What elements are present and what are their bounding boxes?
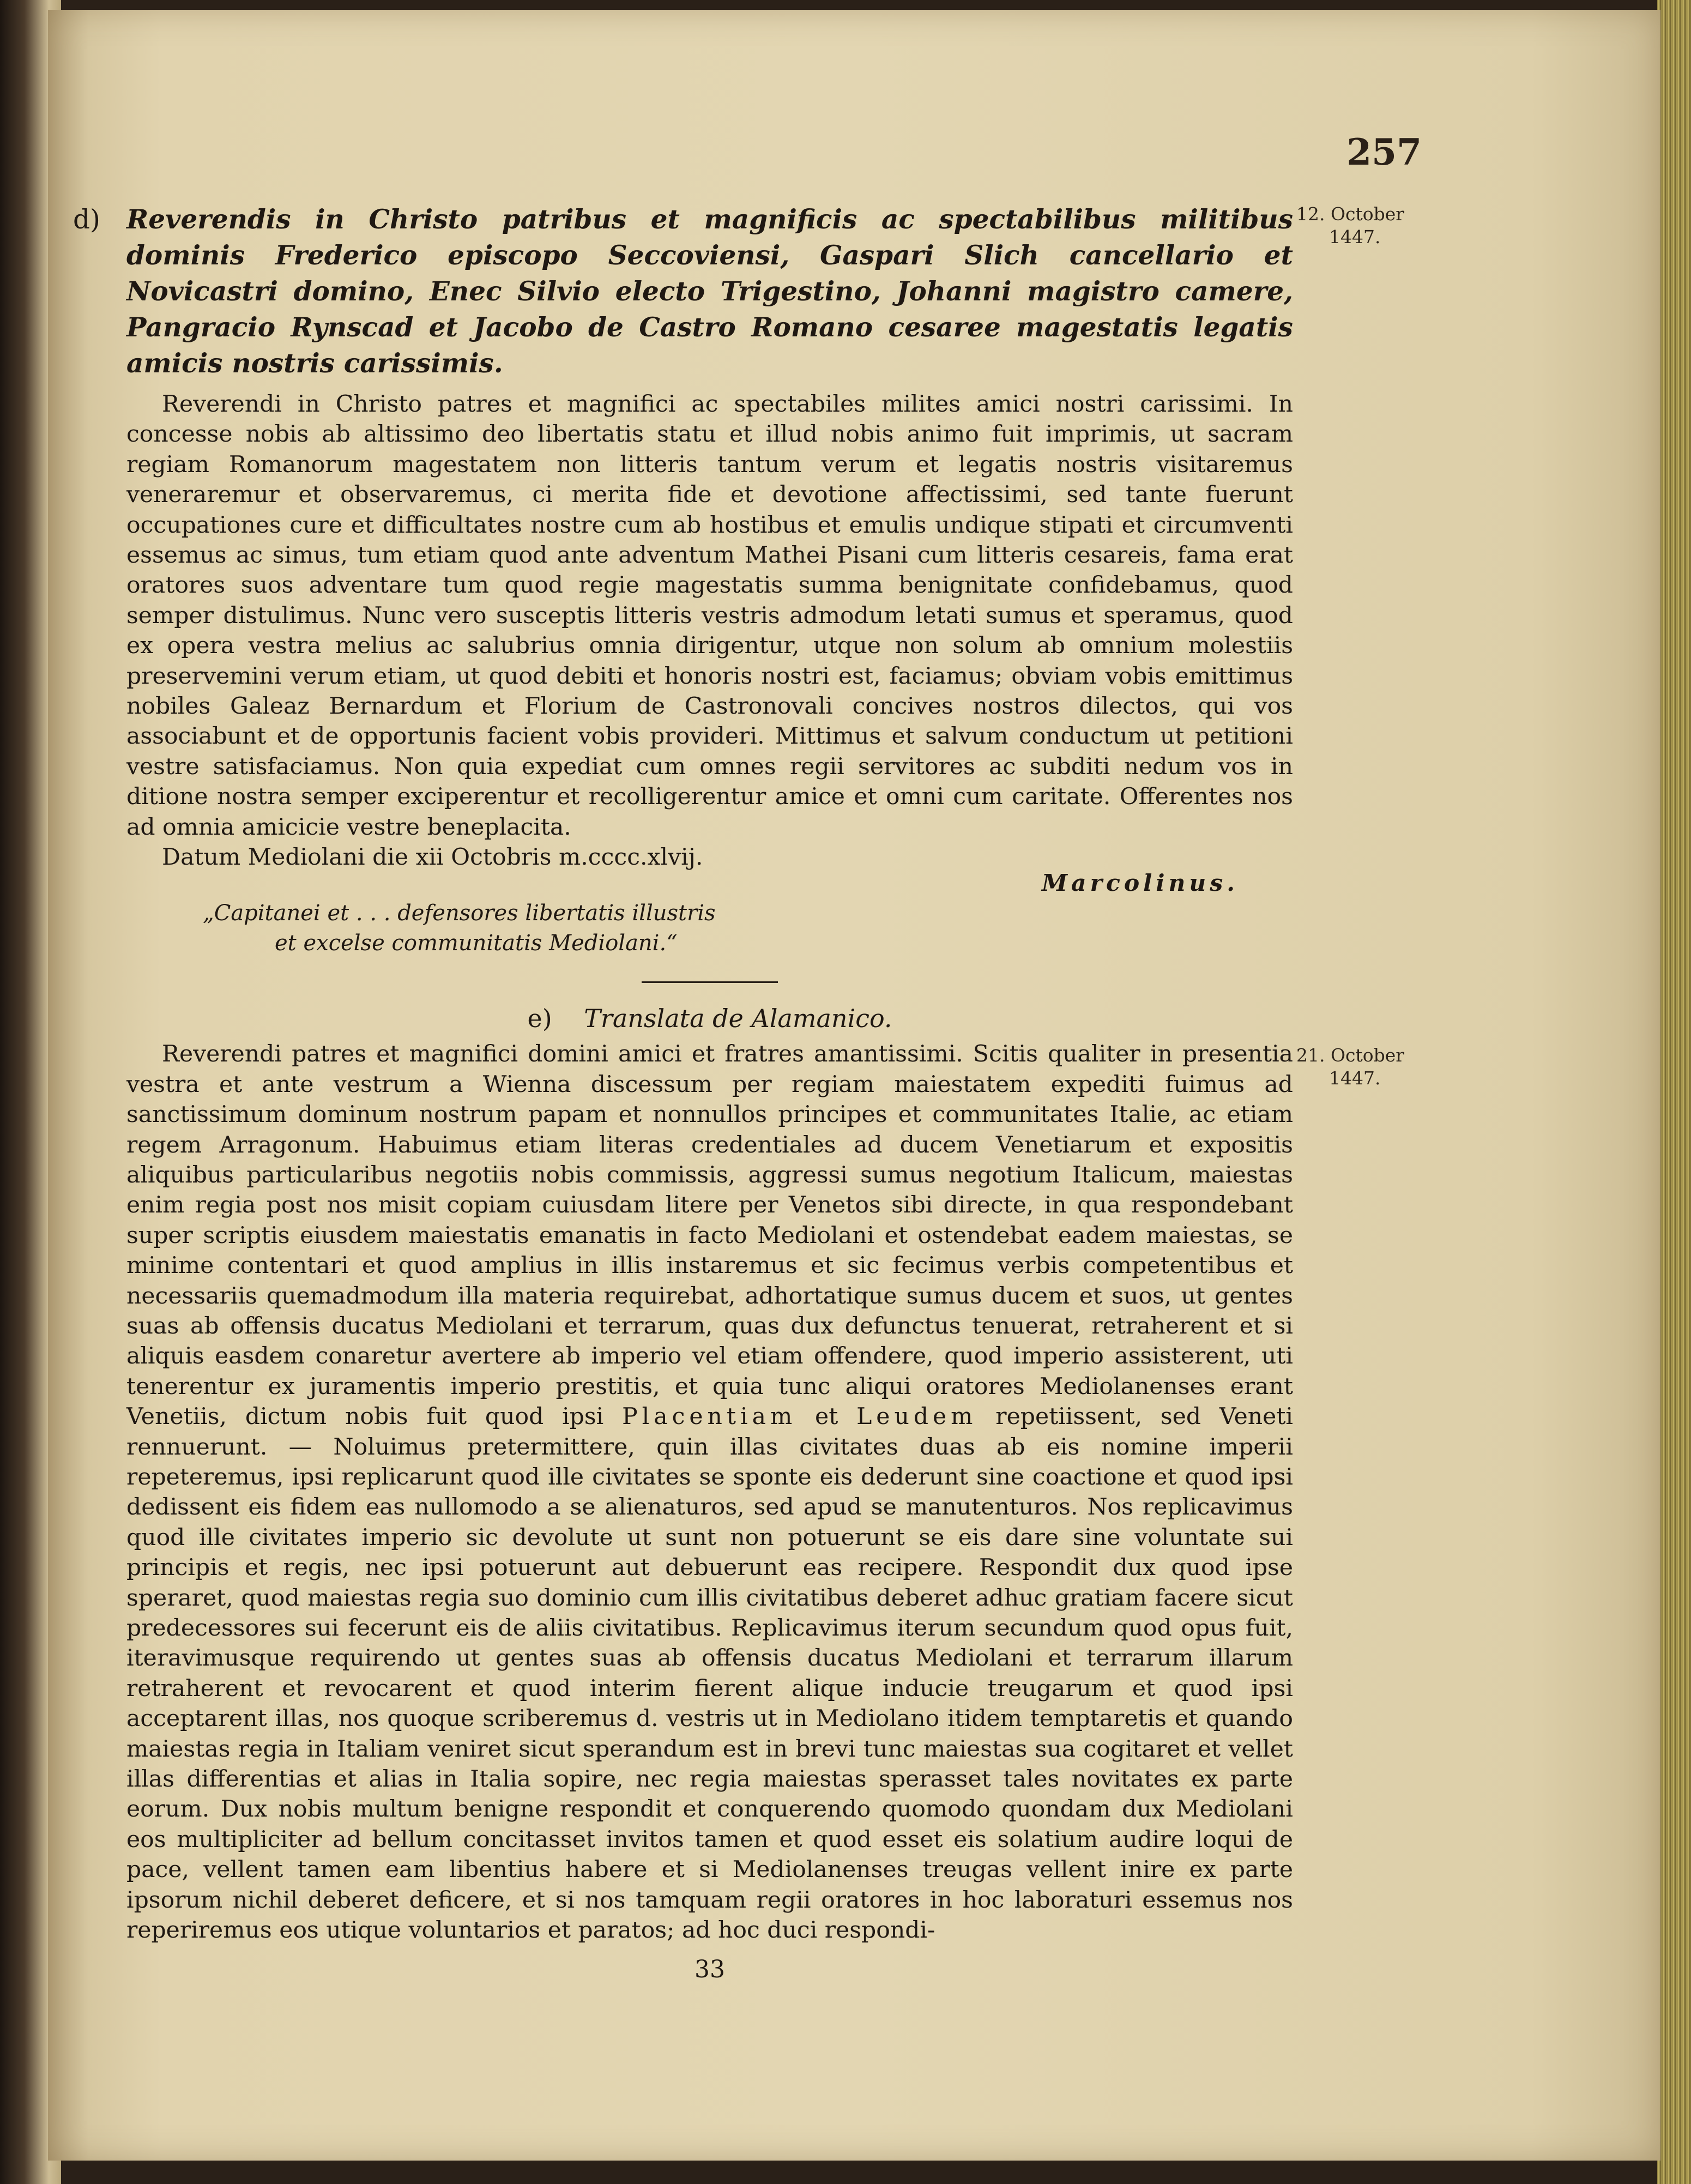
letter-e-title: Translata de Alamanico. [584,1003,892,1033]
letter-d-address [0,202,1293,382]
letter-d-label: d) [73,204,100,235]
margin-date-1 [1296,203,1422,249]
signature-mark: 33 [694,1955,725,1983]
place-name-placentia: Placentiam [622,1403,797,1431]
letter-d-signature: Marcolinus. [1041,869,1239,897]
letter-e-label: e) [527,1003,552,1033]
outer-address-line-1: „Capitanei et . . . defensores libertatis illustris [203,900,716,926]
margin-date-year: 1447. [1329,226,1381,248]
section-divider [642,981,778,983]
margin-date-day: 12. October [1296,203,1405,225]
page-number: 257 [1346,131,1422,173]
letter-d-address-text: Reverendis in Christo patribus et magnificis ac spectabilibus militibus dominis Frederico episcopo Seccoviensi, Gaspari Slich cancellario et Novicastri domino, Enec Silvio electo Trigestino, Johanni magistro camere, Pangracio Rynscad et Jacobo de Castro Romano cesaree magestatis legatis amicis nostris carissimis. [126,204,1293,379]
letter-e-body-part-1: Reverendi patres et magnifici domini amici et fratres amantissimi. Scitis qualiter in presentia vestra et ante vestrum a Wienna discessum per regiam maiestatem expediti fuimus ad sanctissimum dominum nostrum papam et nonnullos principes et communitates Italie, ac etiam regem Arragonum. Habuimus etiam literas credentiales ad ducem Venetiarum et expositis aliquibus particularibus negotiis nobis commissis, aggressi sumus negotium Italicum, maiestas enim regia post nos misit copiam cuiusdam litere per Venetos sibi directe, in qua respondebant super scriptis eiusdem maiestatis emanatis in facto Mediolani et ostendebat eadem maiestas, se minime contentari et quod amplius in illis instaremus et sic fecimus verbis competentibus et necessariis quemadmodum illa materia requirebat, adhortatique sumus ducem et suos, ut gentes suas ab offensis ducatus Mediolani et terrarum, quas dux defunctus tenuerat, retraherent et si aliquis easdem conaretur avertere ab imperio vel etiam offendere, quod imperio assisterent, uti tenerentur ex juramentis imperio prestitis, et quia tunc aliqui oratores Mediolanenses erant Venetiis, dictum nobis fuit quod ipsi [126,1041,1293,1431]
margin-date-2 [1296,1044,1422,1090]
letter-e-connector: et [815,1403,838,1431]
main-text-column [73,202,1293,1984]
letter-e-body-part-2: repetiissent, sed Veneti rennuerunt. — Noluimus pretermittere, quin illas civitates duas ab eis nomine imperii repeteremus, ipsi replicarunt quod ille civitates se sponte eis dederunt sine coactione et quod ipsi dedissent eis fidem eas nullomodo a se alienaturos, sed apud se manutenturos. Nos replicavimus quod ille civitates imperio sic devolute ut sunt non potuerunt se eis dare sine voluntate sui principis et regis, nec ipsi potuerunt aut debuerunt eas recipere. Respondit dux quod ipse speraret, quod maiestas regia suo dominio cum illis civitatibus deberet adhuc gratiam facere sicut predecessores sui fecerunt eis de aliis civitatibus. Replicavimus iterum secundum quod opus fuit, iteravimusque requirendo ut gentes suas ab offensis ducatus Mediolani et terrarum illarum retraherent et revocarent et quod interim fierent alique inducie treugarum et quod ipsi acceptarent illas, nos quoque scriberemus d. vestris ut in Mediolano itidem temptaretis et quando maiestas regia in Italiam veniret sicut sperandum est in brevi tunc maiestas sua cogitaret et vellet illas differentias et alias in Italia sopire, nec regia maiestas sperasset tales novitates ex parte eorum. Dux nobis multum benigne respondit et conquerendo quomodo quondam dux Mediolani eos multipliciter ad bellum concitasset invitos tamen et quod esset eis solatium audire loqui de pace, vellent tamen eam libentius habere et si Mediolanenses treugas vellent inire ex parte ipsorum nichil deberet deficere, et si nos tamquam regii oratores in hoc laboraturi essemus nos reperiremus eos utique voluntarios et paratos; ad hoc duci respondi- [126,1403,1293,1944]
place-name-leudem: Leudem [856,1403,977,1431]
letter-d-outer-address [203,898,966,958]
margin-date-year: 1447. [1329,1067,1381,1089]
page-edge [1657,0,1691,2184]
letter-e-body [126,1039,1293,1945]
letter-d-body: Reverendi in Christo patres et magnifici ac spectabiles milites amici nostri carissimi. In concesse nobis ab altissimo deo libertatis statu et illud nobis animo fuit imprimis, ut sacram regiam Romanorum magestatem non litteris tantum verum et legatis nostris visitaremus veneraremur et observaremus, ci merita fide et devotione affectissimi, sed tante fuerunt occupationes cure et difficultates nostre cum ab hostibus et emulis undique stipati et circumventi essemus ac simus, tum etiam quod ante adventum Mathei Pisani cum litteris cesareis, fama erat oratores suos adventare tum quod regie magestatis summa benignitate confidebamus, quod semper distulimus. Nunc vero susceptis litteris vestris admodum letati sumus et speramus, quod ex opera vestra melius ac salubrius omnia dirigentur, utque non solum ab omnium molestiis preservemini verum etiam, ut quod debiti et honoris nostri est, faciamus; obviam vobis emittimus nobiles Galeaz Bernardum et Florium de Castronovali concives nostros dilectos, qui vos associabunt et de opportunis facient vobis provideri. Mittimus et salvum conductum ut petitioni vestre satisfaciamus. Non quia expediat cum omnes regii servitores ac subditi nedum vos in ditione nostra semper exciperentur et recolligerentur amice et omni cum caritate. Offerentes nos ad omnia amicicie vestre beneplacita. [126,391,1293,841]
outer-address-line-2: et excelse communitatis Mediolani.“ [275,930,678,956]
letter-d-date-line: Datum Mediolani die xii Octobris m.cccc.xlvij. [162,844,703,871]
letter-e-heading [126,1004,1293,1034]
margin-date-day: 21. October [1296,1045,1405,1066]
